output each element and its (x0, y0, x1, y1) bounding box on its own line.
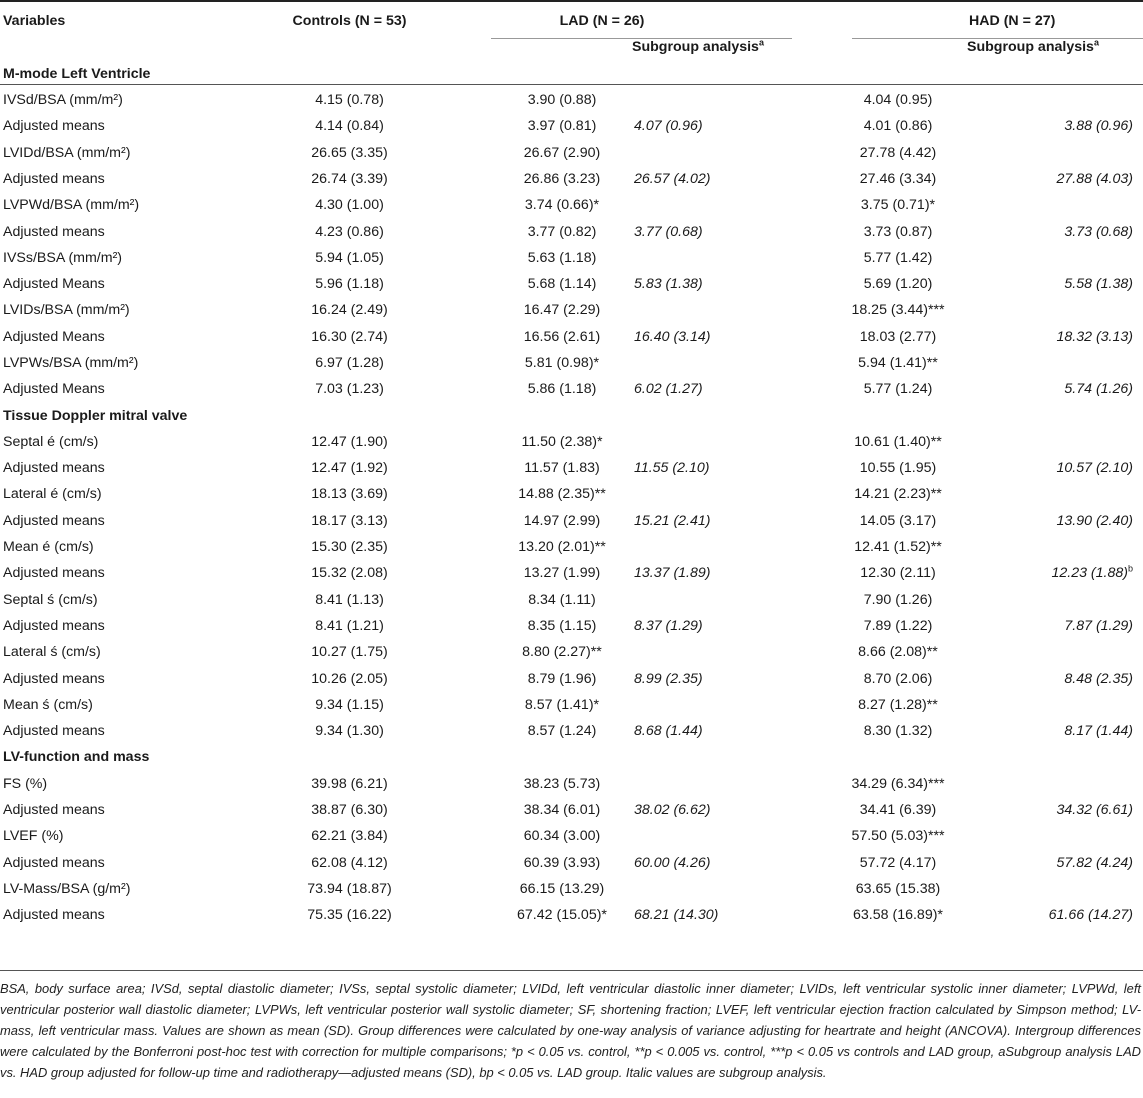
had-subgroup-value (967, 587, 1143, 613)
controls-value: 12.47 (1.90) (311, 433, 388, 450)
controls-value: 39.98 (6.21) (311, 775, 388, 792)
row-label: Adjusted means (3, 907, 105, 924)
lad-subgroup-value (632, 429, 772, 455)
lad-subgroup-value: 4.07 (0.96) (634, 118, 703, 135)
table-row (0, 534, 1143, 560)
controls-value: 12.47 (1.92) (311, 460, 388, 477)
row-label: Adjusted means (3, 802, 105, 819)
controls-value: 26.74 (3.39) (311, 170, 388, 187)
controls-value: 8.41 (1.13) (315, 591, 384, 608)
table-row (0, 245, 1143, 271)
lad-value: 3.77 (0.82) (527, 223, 597, 240)
lad-value: 60.34 (3.00) (523, 828, 601, 845)
had-value: 18.03 (2.77) (859, 328, 937, 345)
controls-value: 75.35 (16.22) (307, 907, 392, 924)
lad-value: 5.86 (1.18) (527, 381, 597, 398)
had-subgroup-value (967, 139, 1143, 165)
had-subgroup-value (967, 350, 1143, 376)
lad-value: 26.67 (2.90) (523, 144, 601, 161)
row-label: Adjusted Means (3, 276, 105, 293)
row-label: Adjusted means (3, 565, 105, 582)
had-value: 18.25 (3.44)*** (851, 302, 945, 319)
row-label: Adjusted means (3, 512, 105, 529)
had-value: 5.77 (1.24) (863, 381, 933, 398)
table-row (0, 218, 1143, 244)
results-table (0, 8, 1143, 928)
row-label: Adjusted means (3, 460, 105, 477)
lad-subgroup-value (632, 876, 772, 902)
row-label: IVSs/BSA (mm/m²) (3, 249, 123, 266)
lad-subgroup-value: 8.68 (1.44) (634, 723, 703, 740)
lad-value: 67.42 (15.05)* (517, 907, 607, 924)
lad-subgroup-value: 8.99 (2.35) (634, 670, 703, 687)
row-label: LV-Mass/BSA (g/m²) (3, 880, 131, 897)
lad-subgroup-value (632, 692, 772, 718)
had-value: 12.41 (1.52)** (854, 539, 942, 556)
had-value: 63.65 (15.38) (855, 880, 941, 897)
row-label: FS (%) (3, 775, 48, 792)
lad-value: 3.97 (0.81) (527, 118, 597, 135)
row-label: Adjusted means (3, 854, 105, 871)
had-subgroup-value: 18.32 (3.13) (1056, 328, 1134, 345)
row-label: LVPWd/BSA (mm/m²) (3, 197, 140, 214)
had-value: 5.77 (1.42) (863, 249, 933, 266)
controls-value: 7.03 (1.23) (315, 381, 384, 398)
lad-subgroup-value: 26.57 (4.02) (634, 170, 711, 187)
lad-subgroup-value (632, 771, 772, 797)
header-row (0, 8, 1143, 34)
lad-value: 5.68 (1.14) (527, 276, 597, 293)
had-subgroup-value (967, 639, 1143, 665)
controls-value: 10.27 (1.75) (311, 644, 388, 661)
had-value: 4.04 (0.95) (863, 92, 933, 109)
controls-value: 38.87 (6.30) (311, 802, 388, 819)
row-label: Adjusted means (3, 617, 105, 634)
row-label: IVSd/BSA (mm/m²) (3, 92, 123, 109)
lad-value: 16.56 (2.61) (523, 328, 601, 345)
had-subgroup-value (967, 823, 1143, 849)
had-value: 57.72 (4.17) (859, 854, 937, 871)
had-value: 8.66 (2.08)** (858, 644, 938, 661)
controls-value: 62.21 (3.84) (311, 828, 388, 845)
lad-header: LAD (N = 26) (559, 13, 645, 30)
lad-subgroup-value (632, 639, 772, 665)
lad-subgroup-value: 38.02 (6.62) (634, 802, 711, 819)
had-subgroup-value (967, 481, 1143, 507)
row-label: Adjusted means (3, 723, 105, 740)
lad-subgroup-value: 60.00 (4.26) (634, 854, 711, 871)
row-label: Adjusted means (3, 223, 105, 240)
had-value: 14.21 (2.23)** (854, 486, 942, 503)
row-label: Adjusted means (3, 170, 105, 187)
had-subgroup-value (967, 692, 1143, 718)
had-value: 63.58 (16.89)* (853, 907, 943, 924)
lad-subgroup-value: 68.21 (14.30) (634, 907, 719, 924)
had-subgroup-value (967, 297, 1143, 323)
lad-subgroup-value (632, 297, 772, 323)
lad-subgroup-value (632, 587, 772, 613)
had-subgroup-value: 12.23 $(1.88)^b$ (1051, 563, 1134, 582)
variables-header: Variables (3, 13, 66, 30)
controls-value: 4.15 (0.78) (315, 92, 384, 109)
had-value: 3.73 (0.87) (863, 223, 933, 240)
controls-value: 9.34 (1.15) (315, 696, 384, 713)
lad-subgroup-value: 3.77 (0.68) (634, 223, 703, 240)
table-row (0, 455, 1143, 481)
had-value: 8.27 (1.28)** (858, 696, 938, 713)
table-row (0, 665, 1143, 691)
lad-subgroup-value: 15.21 (2.41) (634, 512, 711, 529)
table-row (0, 429, 1143, 455)
lad-value: 38.23 (5.73) (523, 775, 601, 792)
had-subgroup-value (967, 192, 1143, 218)
controls-value: 5.96 (1.18) (315, 276, 384, 293)
had-subgroup-value: 34.32 (6.61) (1056, 802, 1134, 819)
lad-subgroup-value: 8.37 (1.29) (634, 617, 703, 634)
controls-value: 4.30 (1.00) (315, 197, 384, 214)
had-value: 10.61 (1.40)** (854, 433, 942, 450)
controls-value: 62.08 (4.12) (311, 854, 388, 871)
lad-value: 26.86 (3.23) (523, 170, 601, 187)
lad-subgroup-value (632, 534, 772, 560)
lad-subgroup-value: 13.37 (1.89) (634, 565, 711, 582)
controls-value: 18.17 (3.13) (311, 512, 388, 529)
table-row (0, 560, 1143, 586)
controls-value: 26.65 (3.35) (311, 144, 388, 161)
table-row (0, 902, 1143, 928)
had-subgroup-value (967, 876, 1143, 902)
row-label: LVIDd/BSA (mm/m²) (3, 144, 131, 161)
table-row (0, 639, 1143, 665)
lad-value: 14.97 (2.99) (523, 512, 601, 529)
controls-value: 10.26 (2.05) (311, 670, 388, 687)
controls-value: 4.14 (0.84) (315, 118, 384, 135)
controls-value: 5.94 (1.05) (315, 249, 384, 266)
table-row (0, 613, 1143, 639)
table-row (0, 692, 1143, 718)
row-label: LVPWs/BSA (mm/m²) (3, 355, 139, 371)
had-subgroup-value: 13.90 (2.40) (1056, 512, 1134, 529)
had-value: 4.01 (0.86) (863, 118, 933, 135)
lad-value: 3.74 (0.66)* (524, 197, 600, 214)
section-title: M-mode Left Ventricle (3, 65, 151, 82)
controls-value: 73.94 (18.87) (307, 880, 392, 897)
controls-value: 6.97 (1.28) (315, 355, 384, 371)
table-row (0, 508, 1143, 534)
lad-value: 11.50 (2.38)* (521, 433, 603, 450)
controls-value: 8.41 (1.21) (315, 617, 384, 634)
lad-subgroup-value (632, 87, 772, 113)
lad-value: 38.34 (6.01) (523, 802, 601, 819)
controls-value: 16.24 (2.49) (311, 302, 388, 319)
had-subgroup-header: Subgroup analysis$^a$ (967, 37, 1099, 56)
controls-value: 15.32 (2.08) (311, 565, 388, 582)
had-subgroup-value: 8.17 (1.44) (1064, 723, 1134, 740)
lad-value: 5.63 (1.18) (527, 249, 597, 266)
section-row (0, 61, 1143, 87)
table-top-rule (0, 0, 1143, 2)
row-label: Mean ś (cm/s) (3, 696, 93, 713)
had-subgroup-value: 27.88 (4.03) (1056, 170, 1134, 187)
lad-value: 8.57 (1.24) (527, 723, 597, 740)
had-value: 34.41 (6.39) (859, 802, 937, 819)
controls-value: 4.23 (0.86) (315, 223, 384, 240)
had-value: 3.75 (0.71)* (860, 197, 936, 214)
lad-subgroup-value (632, 192, 772, 218)
had-value: 12.30 (2.11) (860, 565, 936, 582)
had-subgroup-value: 3.88 (0.96) (1064, 118, 1134, 135)
row-label: Adjusted means (3, 118, 105, 135)
table-row (0, 797, 1143, 823)
had-subgroup-value (967, 534, 1143, 560)
had-subgroup-value (967, 771, 1143, 797)
lad-value: 66.15 (13.29) (519, 880, 605, 897)
had-subgroup-value: 5.74 (1.26) (1064, 381, 1134, 398)
had-value: 7.90 (1.26) (863, 591, 933, 608)
row-label: Lateral ś (cm/s) (3, 644, 101, 661)
had-subgroup-value: 8.48 (2.35) (1064, 670, 1134, 687)
lad-value: 8.57 (1.41)* (524, 696, 600, 713)
table-row (0, 850, 1143, 876)
had-subgroup-value (967, 429, 1143, 455)
controls-value: 18.13 (3.69) (311, 486, 388, 503)
lad-value: 16.47 (2.29) (523, 302, 601, 319)
had-value: 57.50 (5.03)*** (851, 828, 945, 845)
controls-header: Controls (N = 53) (292, 13, 407, 30)
lad-value: 5.81 (0.98)* (524, 355, 600, 371)
lad-value: 11.57 (1.83) (524, 460, 600, 477)
had-subgroup-value (967, 87, 1143, 113)
table-row (0, 376, 1143, 402)
lad-value: 8.34 (1.11) (528, 591, 596, 608)
table-row (0, 324, 1143, 350)
section-title: LV-function and mass (3, 749, 150, 766)
had-value: 8.70 (2.06) (863, 670, 933, 687)
row-label: Adjusted Means (3, 381, 105, 398)
had-value: 8.30 (1.32) (863, 723, 933, 740)
lad-value: 8.35 (1.15) (527, 617, 597, 634)
table-row (0, 350, 1143, 376)
row-label: Mean é (cm/s) (3, 539, 94, 556)
table-row (0, 587, 1143, 613)
section-title: Tissue Doppler mitral valve (3, 407, 188, 424)
row-label: Adjusted means (3, 670, 105, 687)
lad-subgroup-value: 16.40 (3.14) (634, 328, 711, 345)
lad-subgroup-header: Subgroup analysis$^a$ (632, 37, 764, 56)
lad-subgroup-value: 6.02 (1.27) (634, 381, 703, 398)
table-row (0, 481, 1143, 507)
row-label: Septal ś (cm/s) (3, 591, 98, 608)
had-value: 27.46 (3.34) (859, 170, 937, 187)
table-footnote: BSA, body surface area; IVSd, septal diastolic diameter; IVSs, septal systolic diameter; LVIDd, left ventricular diastolic inner diameter; LVIDs, left ventricular systolic inner diameter; LVPWd, left ventricular posterior wall diastolic diameter; LVPWs, left ventricular posterior wall systolic diameter; SF, shortening fraction; LVEF, left ventricular ejection fraction calculated by Simpson method; LV-mass, left ventricular mass. Values are shown as mean (SD). Group differences were calculated by one-way analysis of variance adjusting for heartrate and height (ANCOVA). Intergroup differences were calculated by the Bonferroni post-hoc test with correction for multiple comparisons; *p < 0.05 vs. control, **p < 0.005 vs. control, ***p < 0.05 vs controls and LAD group, aSubgroup analysis LAD vs. HAD group adjusted for follow-up time and radiotherapy—adjusted means (SD), bp < 0.05 vs. LAD group. Italic values are subgroup analysis. (0, 981, 1141, 1080)
lad-subgroup-value (632, 139, 772, 165)
lad-value: 13.27 (1.99) (523, 565, 601, 582)
table-row (0, 192, 1143, 218)
table-row (0, 166, 1143, 192)
controls-value: 9.34 (1.30) (315, 723, 384, 740)
table-row (0, 87, 1143, 113)
section-row (0, 402, 1143, 428)
lad-value: 3.90 (0.88) (527, 92, 597, 109)
had-subgroup-value: 7.87 (1.29) (1064, 617, 1134, 634)
had-subgroup-value (967, 245, 1143, 271)
table-row (0, 823, 1143, 849)
table-row (0, 876, 1143, 902)
row-label: LVIDs/BSA (mm/m²) (3, 302, 130, 319)
had-value: 34.29 (6.34)*** (851, 775, 945, 792)
lad-value: 14.88 (2.35)** (518, 486, 606, 503)
table-row (0, 139, 1143, 165)
controls-value: 16.30 (2.74) (311, 328, 388, 345)
table-row (0, 771, 1143, 797)
lad-value: 13.20 (2.01)** (518, 539, 606, 556)
had-subgroup-value: 10.57 (2.10) (1056, 460, 1134, 477)
table-row (0, 271, 1143, 297)
lad-subgroup-value (632, 245, 772, 271)
table-row (0, 297, 1143, 323)
controls-value: 15.30 (2.35) (311, 539, 388, 556)
had-value: 10.55 (1.95) (859, 460, 937, 477)
row-label: Septal é (cm/s) (3, 433, 99, 450)
had-subgroup-value: 3.73 (0.68) (1064, 223, 1134, 240)
lad-value: 8.79 (1.96) (527, 670, 597, 687)
lad-subgroup-value (632, 350, 772, 376)
had-value: 27.78 (4.42) (859, 144, 937, 161)
had-value: 5.69 (1.20) (863, 276, 933, 293)
had-subgroup-value: 61.66 (14.27) (1048, 907, 1134, 924)
lad-value: 8.80 (2.27)** (522, 644, 602, 661)
lad-subgroup-value (632, 481, 772, 507)
lad-subgroup-value: 11.55 (2.10) (634, 460, 710, 477)
had-subgroup-value: 5.58 (1.38) (1064, 276, 1134, 293)
row-label: LVEF (%) (3, 828, 64, 845)
had-value: 7.89 (1.22) (863, 617, 933, 634)
table-bottom-rule (0, 970, 1143, 971)
lad-subgroup-value (632, 823, 772, 849)
had-subgroup-value: 57.82 (4.24) (1056, 854, 1134, 871)
lad-value: 60.39 (3.93) (523, 854, 601, 871)
had-value: 14.05 (3.17) (859, 512, 937, 529)
section-row (0, 744, 1143, 770)
had-value: 5.94 (1.41)** (858, 355, 938, 371)
row-label: Adjusted Means (3, 328, 105, 345)
row-label: Lateral é (cm/s) (3, 486, 102, 503)
subgroup-header-row (0, 34, 1143, 60)
table-row (0, 113, 1143, 139)
table-row (0, 718, 1143, 744)
lad-subgroup-value: 5.83 (1.38) (634, 276, 703, 293)
had-header: HAD (N = 27) (969, 13, 1056, 30)
